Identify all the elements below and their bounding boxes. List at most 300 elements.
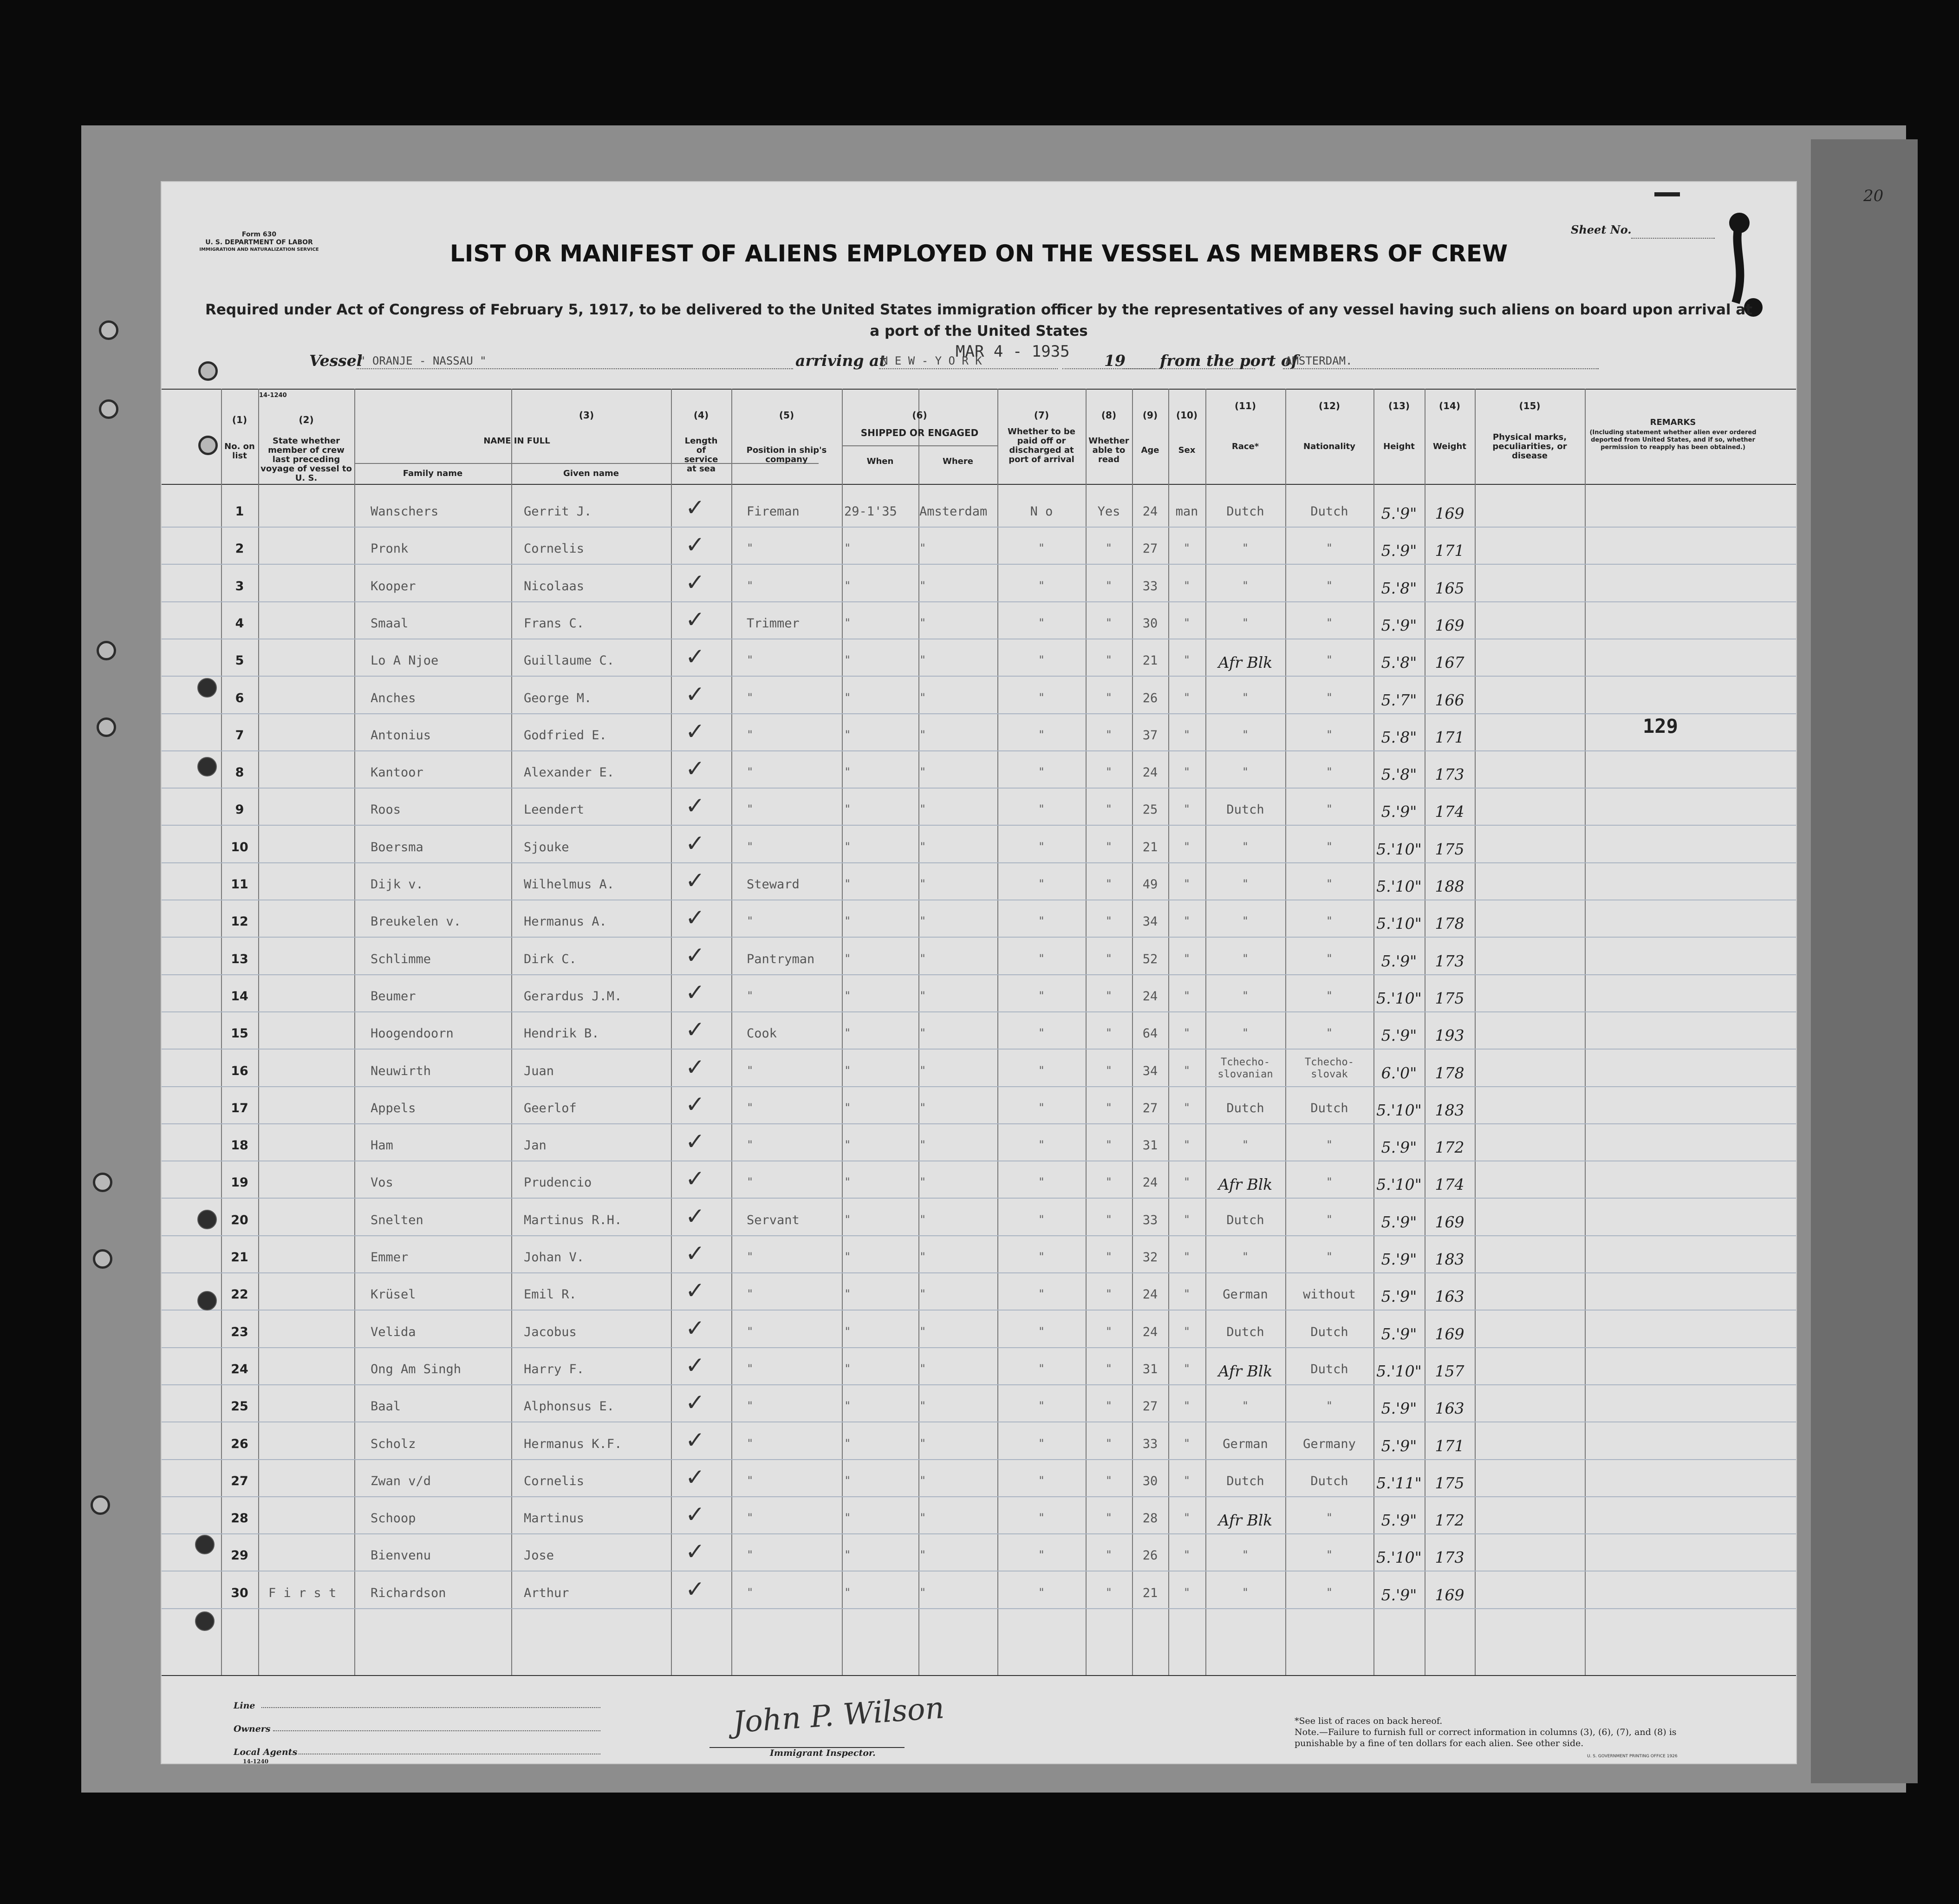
binder-hole bbox=[99, 399, 118, 419]
cell-given: Harry F. bbox=[524, 1362, 585, 1376]
cell-no: 20 bbox=[231, 1213, 248, 1227]
cell-height: 5.'10" bbox=[1376, 877, 1422, 895]
cell-when: " bbox=[844, 1287, 851, 1301]
cell-nationality: Dutch bbox=[1310, 1362, 1348, 1376]
service-checkmark: ✓ bbox=[685, 904, 705, 932]
remarks-header: REMARKS bbox=[1650, 417, 1696, 427]
cell-read: " bbox=[1105, 1436, 1113, 1450]
crew-row bbox=[162, 531, 1796, 572]
penalty-note: Note.—Failure to furnish full or correct information in columns (3), (6), (7), and (8) is punishable by a fine of ten dollars for each alien. See other side. bbox=[1295, 1727, 1677, 1748]
cell-read: " bbox=[1105, 840, 1113, 853]
cell-position: " bbox=[747, 765, 754, 779]
cell-read: " bbox=[1105, 802, 1113, 816]
cell-sex: " bbox=[1183, 1175, 1191, 1189]
col15-title: Physical marks, peculiarities, or disease bbox=[1492, 432, 1567, 461]
cell-given: Godfried E. bbox=[524, 728, 607, 743]
cell-age: 33 bbox=[1142, 1213, 1158, 1227]
cell-paid: " bbox=[1038, 765, 1045, 779]
cell-position: " bbox=[747, 1585, 754, 1599]
cell-sex: " bbox=[1183, 877, 1191, 890]
cell-given: Cornelis bbox=[524, 1474, 585, 1488]
service-checkmark: ✓ bbox=[685, 792, 705, 820]
cell-when: " bbox=[844, 1511, 851, 1525]
cell-race: " bbox=[1242, 1026, 1249, 1040]
cell-age: 24 bbox=[1142, 989, 1158, 1004]
crew-row bbox=[162, 1277, 1796, 1318]
cell-when: " bbox=[844, 1175, 851, 1189]
cell-where: " bbox=[919, 1362, 926, 1375]
cell-nationality: " bbox=[1326, 1175, 1333, 1189]
cell-read: " bbox=[1105, 877, 1113, 890]
cell-race: " bbox=[1242, 952, 1249, 965]
cell-paid: " bbox=[1038, 541, 1045, 555]
cell-where: " bbox=[919, 1101, 926, 1114]
arriving-port: N E W - Y O R K bbox=[881, 354, 982, 367]
cell-position: " bbox=[747, 989, 754, 1002]
cell-nationality: " bbox=[1326, 1585, 1333, 1599]
binder-hole bbox=[197, 757, 217, 776]
cell-position: " bbox=[747, 1399, 754, 1413]
arriving-label: arriving at bbox=[795, 352, 886, 370]
cell-nationality: " bbox=[1326, 1213, 1333, 1226]
binder-hole bbox=[198, 361, 218, 381]
cell-race: " bbox=[1242, 691, 1249, 704]
cell-when: " bbox=[844, 1474, 851, 1487]
cell-position: Cook bbox=[747, 1026, 777, 1041]
crew-row bbox=[162, 1575, 1796, 1617]
cell-given: Jacobus bbox=[524, 1324, 577, 1339]
crew-row bbox=[162, 1538, 1796, 1579]
cell-age: 27 bbox=[1142, 1399, 1158, 1414]
cell-no: 9 bbox=[235, 802, 244, 817]
cell-read: " bbox=[1105, 691, 1113, 704]
crew-row bbox=[162, 1501, 1796, 1542]
col3-title: NAME IN FULL bbox=[483, 436, 550, 446]
cell-where: " bbox=[919, 1175, 926, 1189]
cell-height: 5.'9" bbox=[1381, 504, 1417, 522]
cell-race: " bbox=[1242, 840, 1249, 853]
cell-sex: " bbox=[1183, 840, 1191, 853]
cell-read: " bbox=[1105, 952, 1113, 965]
cell-no: 15 bbox=[231, 1026, 248, 1041]
cell-race: " bbox=[1242, 579, 1249, 592]
cell-height: 5.'9" bbox=[1381, 1213, 1417, 1231]
cell-state: F i r s t bbox=[268, 1585, 337, 1600]
binder-hole bbox=[195, 1535, 215, 1554]
col2-title: State whether member of crew last preceding voyage of vessel to U. S. bbox=[260, 436, 352, 483]
cell-weight: 171 bbox=[1435, 541, 1464, 560]
cell-where: " bbox=[919, 765, 926, 779]
cell-family: Breukelen v. bbox=[371, 914, 462, 929]
cell-paid: " bbox=[1038, 1063, 1045, 1077]
cell-paid: " bbox=[1038, 579, 1045, 592]
binder-hole bbox=[197, 678, 217, 698]
cell-where: " bbox=[919, 1585, 926, 1599]
cell-position: " bbox=[747, 1287, 754, 1301]
service-checkmark: ✓ bbox=[685, 680, 705, 708]
cell-where: " bbox=[919, 653, 926, 667]
cell-given: Arthur bbox=[524, 1585, 569, 1600]
cell-height: 5.'8" bbox=[1381, 579, 1417, 597]
cell-when: " bbox=[844, 765, 851, 779]
crew-row bbox=[162, 904, 1796, 945]
crew-row bbox=[162, 829, 1796, 871]
cell-height: 5.'9" bbox=[1381, 1138, 1417, 1157]
cell-given: Martinus bbox=[524, 1511, 585, 1526]
crew-row bbox=[162, 1090, 1796, 1132]
cell-nationality: " bbox=[1326, 877, 1333, 890]
cell-nationality: " bbox=[1326, 840, 1333, 853]
cell-age: 34 bbox=[1142, 1063, 1158, 1078]
cell-weight: 178 bbox=[1435, 1063, 1464, 1082]
col1-number: (1) bbox=[232, 414, 247, 425]
cell-height: 5.'10" bbox=[1376, 840, 1422, 858]
cell-sex: " bbox=[1183, 1362, 1191, 1375]
cell-paid: " bbox=[1038, 1474, 1045, 1487]
cell-height: 5.'9" bbox=[1381, 1511, 1417, 1530]
cell-given: Cornelis bbox=[524, 541, 585, 556]
col7-number: (7) bbox=[1034, 410, 1049, 421]
cell-age: 32 bbox=[1142, 1250, 1158, 1265]
cell-paid: " bbox=[1038, 840, 1045, 853]
col11-title: Race* bbox=[1231, 442, 1259, 451]
cell-family: Boersma bbox=[371, 840, 423, 854]
crew-row bbox=[162, 717, 1796, 759]
cell-position: " bbox=[747, 840, 754, 853]
col2-number: (2) bbox=[299, 414, 314, 425]
from-port-label: from the port of bbox=[1160, 352, 1298, 370]
cell-family: Roos bbox=[371, 802, 401, 817]
cell-paid: " bbox=[1038, 1250, 1045, 1263]
cell-age: 31 bbox=[1142, 1362, 1158, 1376]
cell-sex: " bbox=[1183, 1026, 1191, 1040]
cell-age: 24 bbox=[1142, 1175, 1158, 1190]
cell-nationality: " bbox=[1326, 1250, 1333, 1263]
crew-row bbox=[162, 1016, 1796, 1057]
crew-row bbox=[162, 1463, 1796, 1505]
service-checkmark: ✓ bbox=[685, 1351, 705, 1379]
inspector-signature: John P. Wilson bbox=[731, 1691, 945, 1740]
cell-weight: 169 bbox=[1435, 1585, 1464, 1604]
cell-when: " bbox=[844, 541, 851, 555]
cell-race: " bbox=[1242, 1138, 1249, 1152]
cell-no: 7 bbox=[235, 728, 244, 743]
cell-when: " bbox=[844, 914, 851, 928]
cell-read: " bbox=[1105, 1585, 1113, 1599]
cell-when: " bbox=[844, 802, 851, 816]
cell-nationality: " bbox=[1326, 616, 1333, 629]
cell-family: Anches bbox=[371, 691, 416, 705]
cell-nationality: " bbox=[1326, 989, 1333, 1002]
cell-when: " bbox=[844, 1548, 851, 1562]
cell-position: " bbox=[747, 1511, 754, 1525]
cell-height: 5.'8" bbox=[1381, 653, 1417, 672]
cell-sex: " bbox=[1183, 1548, 1191, 1562]
cell-paid: N o bbox=[1030, 504, 1053, 519]
cell-nationality: " bbox=[1326, 765, 1333, 779]
cell-no: 22 bbox=[231, 1287, 248, 1302]
cell-paid: " bbox=[1038, 1548, 1045, 1562]
cell-weight: 175 bbox=[1435, 989, 1464, 1007]
cell-no: 19 bbox=[231, 1175, 248, 1190]
remarks-number: 129 bbox=[1643, 715, 1678, 737]
when-header: When bbox=[866, 456, 894, 466]
binder-hole bbox=[197, 1291, 217, 1311]
cell-read: " bbox=[1105, 1026, 1113, 1040]
cell-position: Steward bbox=[747, 877, 800, 892]
cell-height: 5.'8" bbox=[1381, 765, 1417, 784]
cell-where: " bbox=[919, 1436, 926, 1450]
cell-paid: " bbox=[1038, 653, 1045, 667]
cell-paid: " bbox=[1038, 616, 1045, 629]
cell-height: 5.'9" bbox=[1381, 1324, 1417, 1343]
cell-read: " bbox=[1105, 1548, 1113, 1562]
col9-number: (9) bbox=[1142, 410, 1158, 421]
cell-given: Leendert bbox=[524, 802, 585, 817]
cell-family: Scholz bbox=[371, 1436, 416, 1451]
cell-paid: " bbox=[1038, 1362, 1045, 1375]
binder-hole bbox=[93, 1249, 112, 1269]
cell-paid: " bbox=[1038, 989, 1045, 1002]
cell-where: " bbox=[919, 1026, 926, 1040]
cell-given: Frans C. bbox=[524, 616, 585, 631]
cell-sex: " bbox=[1183, 1250, 1191, 1263]
cell-given: Hendrik B. bbox=[524, 1026, 599, 1041]
cell-when: " bbox=[844, 728, 851, 741]
cell-weight: 171 bbox=[1435, 728, 1464, 746]
cell-age: 25 bbox=[1142, 802, 1158, 817]
cell-age: 30 bbox=[1142, 1474, 1158, 1488]
cell-paid: " bbox=[1038, 1585, 1045, 1599]
cell-race: Dutch bbox=[1226, 1474, 1264, 1488]
page-title: LIST OR MANIFEST OF ALIENS EMPLOYED ON THE VESSEL AS MEMBERS OF CREW bbox=[449, 240, 1508, 267]
cell-position: " bbox=[747, 728, 754, 741]
cell-sex: " bbox=[1183, 952, 1191, 965]
crew-row bbox=[162, 1053, 1796, 1095]
service-checkmark: ✓ bbox=[685, 1090, 705, 1118]
sheet-number-field bbox=[1631, 233, 1715, 239]
cell-position: " bbox=[747, 914, 754, 928]
cell-weight: 173 bbox=[1435, 952, 1464, 970]
cell-paid: " bbox=[1038, 914, 1045, 928]
col14-title: Weight bbox=[1433, 442, 1466, 451]
cell-given: Juan bbox=[524, 1063, 554, 1078]
binder-hole bbox=[97, 717, 116, 737]
cell-family: Zwan v/d bbox=[371, 1474, 431, 1488]
arrival-date-stamp: MAR 4 - 1935 bbox=[956, 342, 1070, 361]
cell-no: 27 bbox=[231, 1474, 248, 1488]
cell-read: " bbox=[1105, 1250, 1113, 1263]
col10-title: Sex bbox=[1178, 445, 1196, 455]
cell-sex: " bbox=[1183, 914, 1191, 928]
crew-row bbox=[162, 1426, 1796, 1467]
cell-weight: 169 bbox=[1435, 1213, 1464, 1231]
col15-number: (15) bbox=[1519, 400, 1541, 411]
cell-nationality: " bbox=[1326, 1548, 1333, 1562]
cell-age: 21 bbox=[1142, 840, 1158, 854]
service-checkmark: ✓ bbox=[685, 717, 705, 745]
cell-when: " bbox=[844, 1063, 851, 1077]
cell-weight: 183 bbox=[1435, 1250, 1464, 1268]
cell-where: " bbox=[919, 691, 926, 704]
cell-given: Geerlof bbox=[524, 1101, 577, 1115]
cell-race: " bbox=[1242, 989, 1249, 1002]
cell-given: Dirk C. bbox=[524, 952, 577, 966]
col12-title: Nationality bbox=[1303, 442, 1355, 451]
col5-title: Position in ship's company bbox=[746, 445, 827, 464]
cell-given: Prudencio bbox=[524, 1175, 592, 1190]
col14-number: (14) bbox=[1438, 400, 1461, 411]
service-checkmark: ✓ bbox=[685, 568, 705, 596]
cell-race: " bbox=[1242, 541, 1249, 555]
tape-mark bbox=[1654, 192, 1680, 196]
cell-where: " bbox=[919, 616, 926, 629]
cell-sex: " bbox=[1183, 1585, 1191, 1599]
cell-weight: 193 bbox=[1435, 1026, 1464, 1045]
cell-age: 34 bbox=[1142, 914, 1158, 929]
crew-row bbox=[162, 867, 1796, 908]
cell-when: 29-1'35 bbox=[844, 504, 897, 519]
service-checkmark: ✓ bbox=[685, 1202, 705, 1230]
cell-nationality: " bbox=[1326, 691, 1333, 704]
cell-weight: 166 bbox=[1435, 691, 1464, 709]
cell-position: Fireman bbox=[747, 504, 800, 519]
cell-read: Yes bbox=[1097, 504, 1120, 519]
crew-row bbox=[162, 1202, 1796, 1244]
cell-height: 5.'9" bbox=[1381, 802, 1417, 821]
cell-where: " bbox=[919, 1511, 926, 1525]
cell-race: " bbox=[1242, 765, 1249, 779]
cell-given: Gerardus J.M. bbox=[524, 989, 622, 1004]
cell-age: 24 bbox=[1142, 765, 1158, 780]
cell-no: 24 bbox=[231, 1362, 248, 1376]
cell-position: " bbox=[747, 1436, 754, 1450]
cell-given: Emil R. bbox=[524, 1287, 577, 1302]
service-checkmark: ✓ bbox=[685, 755, 705, 782]
cell-no: 23 bbox=[231, 1324, 248, 1339]
cell-height: 5.'10" bbox=[1376, 1362, 1422, 1380]
crew-row bbox=[162, 1128, 1796, 1169]
cell-given: Martinus R.H. bbox=[524, 1213, 622, 1227]
cell-weight: 174 bbox=[1435, 1175, 1464, 1194]
cell-when: " bbox=[844, 653, 851, 667]
cell-weight: 183 bbox=[1435, 1101, 1464, 1119]
cell-nationality: " bbox=[1326, 653, 1333, 667]
cell-sex: " bbox=[1183, 653, 1191, 667]
service-checkmark: ✓ bbox=[685, 1165, 705, 1193]
cell-when: " bbox=[844, 1213, 851, 1226]
cell-position: " bbox=[747, 1138, 754, 1152]
cell-sex: " bbox=[1183, 1511, 1191, 1525]
cell-when: " bbox=[844, 989, 851, 1002]
cell-when: " bbox=[844, 1585, 851, 1599]
cell-no: 11 bbox=[231, 877, 248, 892]
cell-given: Alphonsus E. bbox=[524, 1399, 615, 1414]
cell-height: 5.'11" bbox=[1376, 1474, 1422, 1492]
cell-sex: " bbox=[1183, 1138, 1191, 1152]
cell-when: " bbox=[844, 952, 851, 965]
cell-nationality: without bbox=[1303, 1287, 1356, 1302]
cell-no: 13 bbox=[231, 952, 248, 966]
cell-no: 14 bbox=[231, 989, 248, 1004]
cell-when: " bbox=[844, 877, 851, 890]
service-checkmark: ✓ bbox=[685, 1240, 705, 1267]
cell-family: Kantoor bbox=[371, 765, 423, 780]
binder-hole bbox=[97, 641, 116, 660]
cell-sex: " bbox=[1183, 1474, 1191, 1487]
cell-read: " bbox=[1105, 1287, 1113, 1301]
col12-number: (12) bbox=[1318, 400, 1341, 411]
cell-sex: " bbox=[1183, 691, 1191, 704]
family-name-header: Family name bbox=[403, 469, 463, 478]
cell-no: 26 bbox=[231, 1436, 248, 1451]
cell-height: 5.'9" bbox=[1381, 1436, 1417, 1455]
cell-no: 30 bbox=[231, 1585, 248, 1600]
cell-family: Schoop bbox=[371, 1511, 416, 1526]
cell-race: " bbox=[1242, 1585, 1249, 1599]
cell-paid: " bbox=[1038, 1324, 1045, 1338]
cell-height: 5.'10" bbox=[1376, 914, 1422, 933]
service-checkmark: ✓ bbox=[685, 1016, 705, 1043]
service-checkmark: ✓ bbox=[685, 829, 705, 857]
cell-paid: " bbox=[1038, 1399, 1045, 1413]
cell-no: 17 bbox=[231, 1101, 248, 1115]
cell-when: " bbox=[844, 616, 851, 629]
cell-read: " bbox=[1105, 728, 1113, 741]
cell-position: Trimmer bbox=[747, 616, 800, 631]
cell-when: " bbox=[844, 1101, 851, 1114]
cell-read: " bbox=[1105, 1063, 1113, 1077]
service-checkmark: ✓ bbox=[685, 867, 705, 894]
cell-where: " bbox=[919, 728, 926, 741]
crew-row bbox=[162, 568, 1796, 610]
cell-height: 5.'9" bbox=[1381, 952, 1417, 970]
sheet-number-label: Sheet No. bbox=[1571, 223, 1632, 236]
cell-when: " bbox=[844, 1138, 851, 1152]
binder-hole bbox=[93, 1173, 112, 1192]
cell-given: Hermanus A. bbox=[524, 914, 607, 929]
cell-age: 24 bbox=[1142, 1287, 1158, 1302]
cell-where: " bbox=[919, 1287, 926, 1301]
cell-sex: " bbox=[1183, 1287, 1191, 1301]
cell-race: " bbox=[1242, 1399, 1249, 1413]
voyage-line bbox=[162, 342, 1796, 375]
cell-race: " bbox=[1242, 616, 1249, 629]
cell-age: 21 bbox=[1142, 1585, 1158, 1600]
cell-race: Afr Blk bbox=[1218, 653, 1273, 672]
cell-race: German bbox=[1223, 1287, 1268, 1302]
cell-sex: " bbox=[1183, 1213, 1191, 1226]
cell-no: 21 bbox=[231, 1250, 248, 1265]
cell-position: " bbox=[747, 1101, 754, 1114]
cell-height: 6.'0" bbox=[1381, 1063, 1417, 1082]
printer-imprint: U. S. GOVERNMENT PRINTING OFFICE 1926 bbox=[1587, 1754, 1678, 1759]
cell-age: 28 bbox=[1142, 1511, 1158, 1526]
cell-nationality: Dutch bbox=[1310, 504, 1348, 519]
cell-position: " bbox=[747, 1362, 754, 1375]
cell-paid: " bbox=[1038, 952, 1045, 965]
given-name-header: Given name bbox=[563, 469, 619, 478]
col6-title: SHIPPED OR ENGAGED bbox=[860, 427, 979, 438]
cell-race: " bbox=[1242, 1250, 1249, 1263]
cell-nationality: " bbox=[1326, 579, 1333, 592]
where-header: Where bbox=[943, 456, 973, 466]
service-checkmark: ✓ bbox=[685, 1314, 705, 1342]
col4-title: Length of service at sea bbox=[684, 436, 718, 474]
service-checkmark: ✓ bbox=[685, 941, 705, 969]
cell-height: 5.'10" bbox=[1376, 1101, 1422, 1119]
cell-position: " bbox=[747, 579, 754, 592]
